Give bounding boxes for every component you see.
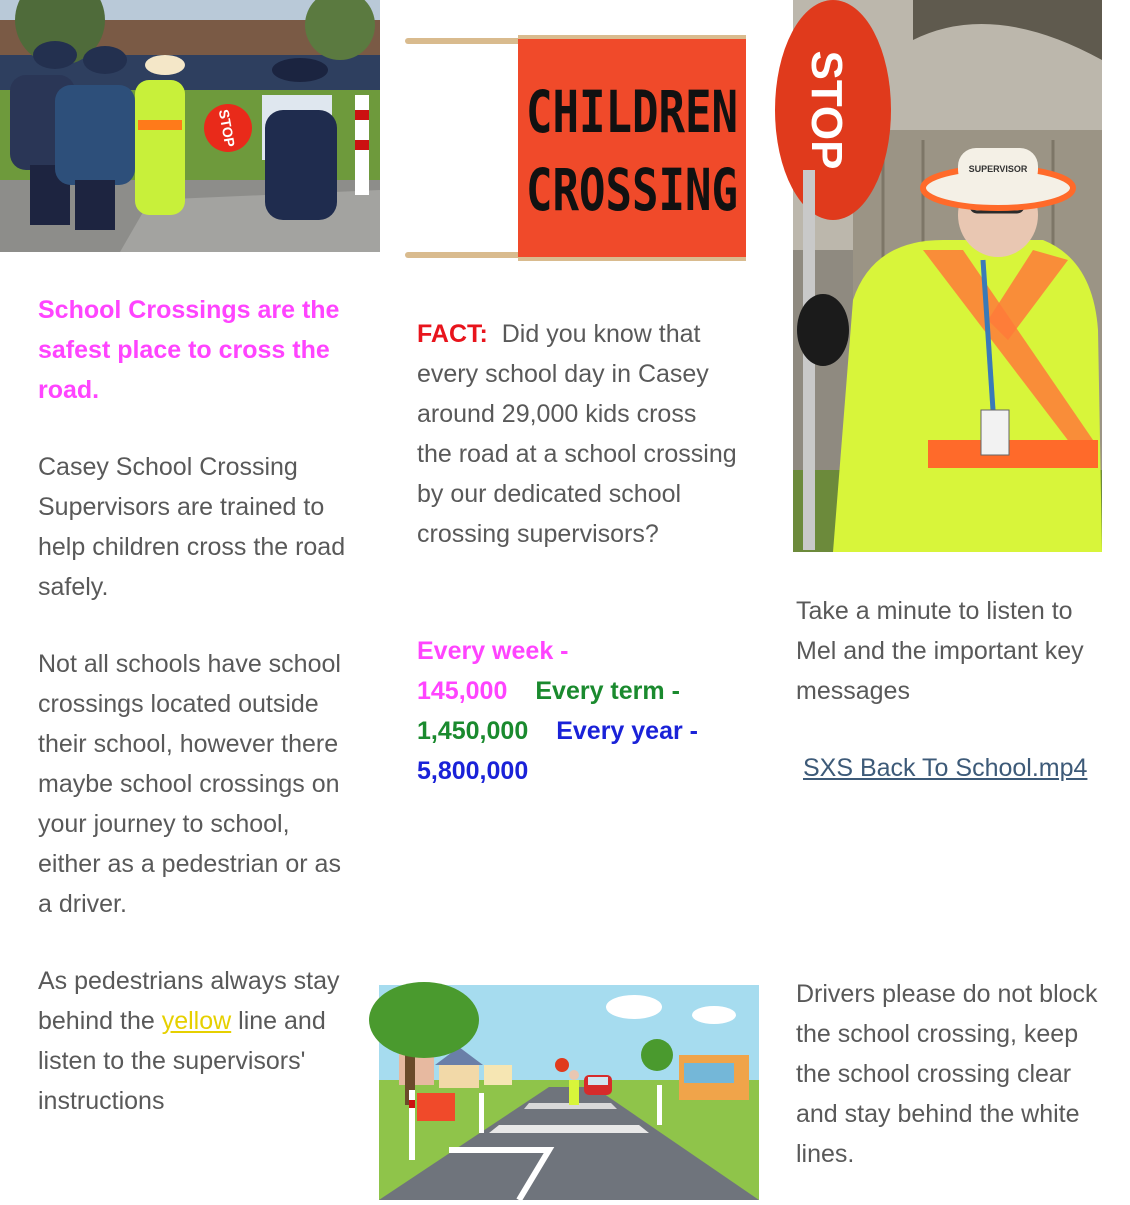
- stat-year-label: Every year -: [556, 717, 698, 745]
- stat-term-label: Every term -: [535, 677, 680, 705]
- sign-line-crossing: CROSSING: [526, 156, 738, 224]
- supervisor-photo-stop-sign: STOP: [802, 50, 851, 170]
- listen-to-mel-paragraph: Take a minute to listen to Mel and the important key messages: [796, 597, 1084, 705]
- pedestrian-instructions-paragraph: [38, 961, 358, 1121]
- children-photo-stop-sign: STOP: [215, 108, 239, 149]
- safety-heading: School Crossings are the safest place to cross the road.: [38, 296, 340, 404]
- yellow-line-highlight: yellow: [161, 1007, 232, 1035]
- back-to-school-video-link[interactable]: SXS Back To School.mp4: [803, 754, 1088, 782]
- sign-line-children: CHILDREN: [526, 78, 738, 146]
- children-crossing-sign: [400, 30, 755, 270]
- video-link-container: [803, 748, 1123, 788]
- stat-year-value: 5,800,000: [417, 757, 529, 785]
- stat-week-value: 145,000: [417, 677, 508, 705]
- children-crossing-photo: [0, 0, 380, 252]
- pedestrian-text-end: line and listen to the supervisors' instructions: [38, 1007, 326, 1115]
- crossings-on-journey-paragraph: Not all schools have school crossings located outside their school, however there maybe school crossings on your journey to school, either as a pedestrian or as a driver.: [38, 650, 341, 918]
- stat-term-value: 1,450,000: [417, 717, 529, 745]
- supervisor-hat-text: SUPERVISOR: [968, 164, 1028, 174]
- pedestrian-text-start: As pedestrians always stay behind the: [38, 967, 340, 1035]
- fact-paragraph: [417, 314, 737, 554]
- stat-week-label: Every week -: [417, 637, 569, 665]
- supervisor-mel-photo: [793, 0, 1102, 552]
- fact-label: FACT:: [417, 320, 488, 348]
- fact-text: Did you know that every school day in Casey around 29,000 kids cross the road at a school crossing by our dedicated school crossing supervisors?: [417, 320, 737, 548]
- school-crossing-illustration: [379, 985, 759, 1200]
- supervisors-trained-paragraph: Casey School Crossing Supervisors are trained to help children cross the road safely.: [38, 453, 346, 601]
- drivers-paragraph: Drivers please do not block the school crossing, keep the school crossing clear and stay behind the white lines.: [796, 980, 1098, 1168]
- crossing-statistics: [417, 631, 737, 791]
